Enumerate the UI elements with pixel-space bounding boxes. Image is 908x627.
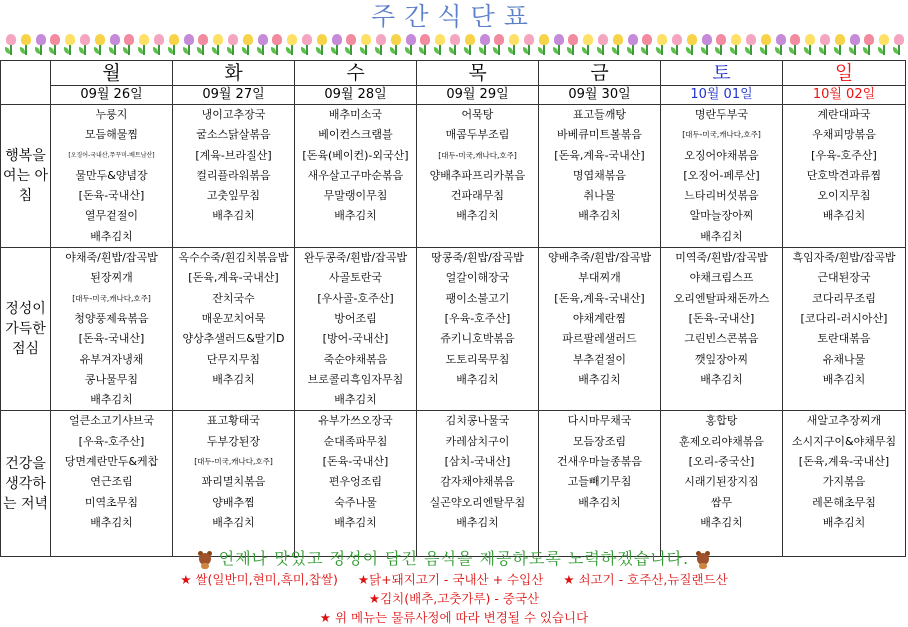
weekday-sat: 토 (661, 61, 783, 86)
tulip-icon (744, 32, 758, 56)
menu-item: 야채죽/흰밥/잡곡밥 (65, 251, 158, 265)
menu-item: 유채나물 (822, 352, 866, 366)
tulip-icon (714, 32, 728, 56)
menu-cell (783, 105, 906, 248)
menu-item: 쌈무 (710, 495, 733, 509)
menu-item: 가지볶음 (822, 475, 866, 489)
tulip-icon (892, 32, 906, 56)
menu-item: 배추김치 (212, 372, 255, 386)
menu-item: [돈육-국내산] (322, 455, 389, 469)
origin-line-1 (0, 570, 908, 589)
menu-cell (51, 248, 173, 411)
tulip-icon (63, 32, 77, 56)
menu-item: [돈육(베이컨)-외국산] (302, 148, 409, 162)
menu-item: 느타리버섯볶음 (684, 189, 759, 203)
menu-cell (661, 411, 783, 557)
menu-item: 배추김치 (822, 209, 866, 223)
menu-item: 레몬해초무침 (812, 495, 876, 509)
menu-item: 편우엉조림 (328, 475, 383, 489)
tulip-icon (78, 32, 92, 56)
menu-item: 베이컨스크램블 (318, 128, 393, 142)
menu-item: 모듬해물찜 (84, 128, 139, 142)
tulip-icon (122, 32, 136, 56)
tulip-icon (788, 32, 802, 56)
menu-item: 땅콩죽/흰밥/잡곡밥 (431, 251, 524, 265)
tulip-icon (818, 32, 832, 56)
menu-item: 근대된장국 (817, 271, 871, 285)
weekly-menu-table (0, 60, 906, 557)
menu-item: 고춧잎무침 (206, 189, 261, 203)
menu-item: 바베큐미트볼볶음 (556, 128, 642, 142)
tulip-icon (315, 32, 329, 56)
menu-item: 배추김치 (334, 515, 377, 529)
weekday-header-row (1, 61, 906, 86)
menu-item: 컬리플라워볶음 (196, 168, 271, 182)
footer (0, 548, 908, 627)
menu-cell (173, 105, 295, 248)
menu-item: 냉이고추장국 (201, 108, 266, 121)
tulip-icon (93, 32, 107, 56)
menu-cell (417, 105, 539, 248)
menu-item: 오징어야채볶음 (684, 148, 759, 162)
menu-item: 실곤약오리엔탈무침 (429, 495, 526, 509)
tulip-icon (404, 32, 418, 56)
teddy-bear-icon (197, 551, 213, 569)
origin-line-2: ★김치(배추,고춧가루) - 중국산 (368, 591, 540, 606)
menu-item: 유부가쓰오장국 (318, 414, 393, 428)
tulip-icon (596, 32, 610, 56)
menu-cell (295, 105, 417, 248)
menu-cell (173, 411, 295, 557)
tulip-icon (478, 32, 492, 56)
menu-item: 소시지구이&야채무침 (791, 434, 897, 448)
menu-item: 깻잎장아찌 (694, 352, 749, 366)
tulip-icon (182, 32, 196, 56)
slogan-line (0, 548, 908, 570)
menu-item: 숙주나물 (334, 495, 377, 509)
menu-item: 알마늘장아찌 (689, 209, 754, 223)
menu-item: 잔치국수 (212, 291, 255, 305)
tulip-icon (581, 32, 595, 56)
menu-item: 고들빼기무침 (567, 475, 632, 489)
meal-row (1, 105, 906, 248)
menu-cell (417, 248, 539, 411)
tulip-icon (389, 32, 403, 56)
menu-item: 부대찌개 (578, 271, 621, 285)
menu-item: 표고황태국 (206, 414, 261, 428)
menu-item: [오징어-페루산] (683, 168, 760, 182)
date-mon: 09월 26일 (51, 86, 173, 105)
menu-item: 배추김치 (700, 515, 743, 529)
menu-item: 유부겨자냉채 (79, 352, 144, 366)
tulip-icon (774, 32, 788, 56)
menu-item: 물만두&양념장 (75, 168, 148, 182)
menu-item: 두부강된장 (206, 434, 261, 448)
menu-item: 사골토란국 (328, 271, 383, 285)
menu-item: 배추김치 (578, 372, 621, 386)
date-sun: 10월 02일 (783, 86, 906, 105)
tulip-icon (448, 32, 462, 56)
tulip-icon (626, 32, 640, 56)
menu-item: 누룽지 (95, 108, 128, 121)
origin-beef: ★ 쇠고기 - 호주산,뉴질랜드산 (563, 572, 728, 587)
menu-item: 홍합탕 (705, 414, 738, 428)
menu-item: 새우살고구마순볶음 (307, 168, 404, 182)
tulip-icon (167, 32, 181, 56)
menu-item: 배추김치 (822, 515, 866, 529)
menu-item: [우사골-호주산] (317, 291, 394, 305)
tulip-icon (862, 32, 876, 56)
menu-item: [대두-미국,캐나다,호주] (72, 293, 151, 303)
menu-item: 배추김치 (334, 393, 377, 407)
menu-item: 양배추죽/흰밥/잡곡밥 (547, 251, 652, 265)
tulip-icon (566, 32, 580, 56)
weekday-wed: 수 (295, 61, 417, 86)
tulip-icon (552, 32, 566, 56)
tulip-icon (877, 32, 891, 56)
tulip-icon (256, 32, 270, 56)
menu-item: [돈육,계육-국내산] (554, 148, 645, 162)
menu-item: 청양풍제육볶음 (74, 311, 149, 325)
menu-item: 얼갈이해장국 (445, 271, 510, 285)
menu-item: 죽순야채볶음 (323, 352, 388, 366)
date-wed: 09월 28일 (295, 86, 417, 105)
date-thu: 09월 29일 (417, 86, 539, 105)
tulip-icon (522, 32, 536, 56)
tulip-icon (640, 32, 654, 56)
menu-item: 배추미소국 (328, 108, 383, 121)
weekday-tue: 화 (173, 61, 295, 86)
menu-item: 배추김치 (90, 229, 133, 243)
header-corner (1, 61, 51, 105)
menu-item: [대두-미국,캐나다,호주] (682, 130, 761, 140)
menu-item: 배추김치 (334, 209, 377, 223)
tulip-icon (848, 32, 862, 56)
date-tue: 09월 27일 (173, 86, 295, 105)
menu-item: [삼치-국내산] (444, 455, 511, 469)
menu-item: 토란대볶음 (817, 332, 871, 346)
menu-item: 순대족파무침 (323, 434, 388, 448)
menu-item: [우육-호주산] (444, 311, 511, 325)
menu-cell (295, 411, 417, 557)
menu-item: 감자채야채볶음 (440, 475, 515, 489)
tulip-icon (833, 32, 847, 56)
menu-item: 건파래무침 (450, 189, 505, 203)
tulip-icon (685, 32, 699, 56)
menu-item: 방어조림 (334, 311, 377, 325)
tulip-icon (418, 32, 432, 56)
menu-item: 시래기된장지짐 (684, 475, 759, 489)
menu-cell (173, 248, 295, 411)
weekday-thu: 목 (417, 61, 539, 86)
menu-item: 야채크림스프 (689, 271, 754, 285)
meal-row (1, 248, 906, 411)
menu-item: 배추김치 (456, 209, 499, 223)
menu-cell (417, 411, 539, 557)
menu-item: 김치콩나물국 (445, 414, 510, 428)
menu-cell (661, 105, 783, 248)
menu-item: [돈육,계육-국내산] (554, 291, 645, 305)
menu-item: 당면계란만두&케찹 (64, 455, 159, 469)
menu-cell (51, 105, 173, 248)
menu-item: 얼큰소고기샤브국 (68, 414, 154, 428)
menu-item: 배추김치 (578, 495, 621, 509)
slogan-text: 언제나 맛있고 정성이 담긴 음식을 제공하도록 노력하겠습니다. (218, 549, 690, 568)
tulip-icon (270, 32, 284, 56)
menu-item: 배추김치 (212, 515, 255, 529)
tulip-icon (700, 32, 714, 56)
menu-item: 배추김치 (212, 209, 255, 223)
menu-item: [우육-호주산] (811, 148, 877, 162)
menu-item: 우채피망볶음 (812, 128, 876, 142)
weekday-sun: 일 (783, 61, 906, 86)
menu-item: 배추김치 (90, 515, 133, 529)
menu-item: 명엽채볶음 (572, 168, 627, 182)
menu-item: 된장찌개 (90, 271, 133, 285)
menu-cell (783, 248, 906, 411)
menu-cell (539, 248, 661, 411)
menu-item: 매콤두부조림 (445, 128, 510, 142)
menu-item: 배추김치 (456, 372, 499, 386)
tulip-icon (241, 32, 255, 56)
menu-item: 팽이소불고기 (445, 291, 510, 305)
menu-item: 꽈리멸치볶음 (201, 475, 266, 489)
meal-label: 정성이 가득한 점심 (1, 248, 51, 411)
menu-item: 단호박견과류찜 (806, 168, 882, 182)
menu-item: 배추김치 (456, 515, 499, 529)
menu-item: 흑임자죽/흰밥/잡곡밥 (792, 251, 896, 265)
meal-label: 건강을 생각하는 저녁 (1, 411, 51, 557)
menu-item: 양상추샐러드&딸기D (182, 332, 285, 346)
change-notice: ★ 위 메뉴는 물류사정에 따라 변경될 수 있습니다 (319, 610, 589, 625)
tulip-icon (729, 32, 743, 56)
menu-cell (295, 248, 417, 411)
tulip-icon (108, 32, 122, 56)
tulip-icon (196, 32, 210, 56)
menu-item: [돈육-국내산] (78, 189, 145, 203)
menu-item: 단무지무침 (206, 352, 261, 366)
menu-item: 오리엔탈파채돈까스 (673, 291, 770, 305)
weekday-mon: 월 (51, 61, 173, 86)
date-header-row (1, 86, 906, 105)
menu-item: [돈육-국내산] (78, 332, 145, 346)
menu-item: 오이지무침 (817, 189, 871, 203)
menu-item: [돈육,계육-국내산] (798, 455, 890, 469)
tulip-icon (48, 32, 62, 56)
tulip-icon (537, 32, 551, 56)
menu-item: 도토리묵무침 (445, 352, 510, 366)
menu-item: 옥수수죽/흰김치볶음밥 (178, 251, 289, 265)
menu-item: [방어-국내산] (322, 332, 389, 346)
tulip-icon (803, 32, 817, 56)
tulip-icon (759, 32, 773, 56)
menu-item: 취나물 (583, 189, 616, 203)
menu-cell (51, 411, 173, 557)
origin-rice: ★ 쌀(일반미,현미,흑미,찹쌀) (180, 572, 338, 587)
menu-item: 모듬장조림 (572, 434, 627, 448)
menu-item: 양배추파프리카볶음 (429, 168, 526, 182)
tulip-icon (507, 32, 521, 56)
tulip-icon (226, 32, 240, 56)
tulip-icon (211, 32, 225, 56)
menu-item: 완두콩죽/흰밥/잡곡밥 (303, 251, 408, 265)
menu-item: [오징어-국내산,쭈꾸미-베트남산] (68, 151, 155, 159)
menu-item: 다시마무채국 (567, 414, 632, 428)
date-sat: 10월 01일 (661, 86, 783, 105)
menu-item: 그린빈스콘볶음 (684, 332, 759, 346)
menu-item: 어묵탕 (461, 108, 494, 121)
origin-pork-chicken: ★닭+돼지고기 - 국내산 + 수입산 (357, 572, 544, 587)
menu-item: 부추겉절이 (572, 352, 627, 366)
menu-item: 매운꼬치어묵 (201, 311, 266, 325)
menu-item: 콩나물무침 (84, 372, 139, 386)
menu-item: 코다리무조림 (812, 291, 876, 305)
menu-item: 무말랭이무침 (323, 189, 388, 203)
menu-item: 카레삼치구이 (445, 434, 510, 448)
tulip-icon (34, 32, 48, 56)
tulip-icon (137, 32, 151, 56)
teddy-bear-icon (695, 551, 711, 569)
tulip-icon (492, 32, 506, 56)
tulip-icon (655, 32, 669, 56)
menu-item: 열무겉절이 (84, 209, 139, 223)
menu-item: 양배추찜 (212, 495, 255, 509)
menu-cell (783, 411, 906, 557)
menu-item: [코다리-러시아산] (800, 311, 888, 325)
tulip-icon (374, 32, 388, 56)
date-fri: 09월 30일 (539, 86, 661, 105)
menu-item: 미역죽/흰밥/잡곡밥 (675, 251, 768, 265)
menu-item: 새알고추장찌개 (806, 414, 882, 428)
menu-item: 파르팔레샐러드 (562, 332, 637, 346)
menu-item: 배추김치 (578, 209, 621, 223)
weekday-fri: 금 (539, 61, 661, 86)
menu-item: [계육-브라질산] (195, 148, 272, 162)
tulip-icon (463, 32, 477, 56)
menu-item: 배추김치 (700, 372, 743, 386)
menu-item: [오리-중국산] (688, 455, 755, 469)
menu-item: 야채계란찜 (572, 311, 627, 325)
menu-item: 미역초무침 (84, 495, 139, 509)
tulip-icon (285, 32, 299, 56)
menu-item: 굴소스닭살볶음 (196, 128, 271, 142)
page-title: 주간식단표 (371, 2, 537, 31)
tulip-icon (4, 32, 18, 56)
menu-item: 명란두부국 (694, 108, 749, 121)
menu-item: 브로콜리흑임자무침 (307, 372, 404, 386)
menu-item: [돈육-국내산] (688, 311, 755, 325)
menu-cell (539, 411, 661, 557)
tulip-icon (344, 32, 358, 56)
menu-item: 표고들깨탕 (572, 108, 627, 121)
tulip-icon (152, 32, 166, 56)
menu-item: 쥬키니호박볶음 (440, 332, 515, 346)
menu-item: 배추김치 (822, 372, 866, 386)
tulip-icon (670, 32, 684, 56)
menu-item: 건새우마늘종볶음 (556, 455, 642, 469)
tulip-icon (300, 32, 314, 56)
meal-rows (1, 105, 906, 557)
menu-cell (539, 105, 661, 248)
menu-item: [대두-미국,캐나다,호주] (438, 150, 517, 160)
menu-item: [대두-미국,캐나다,호주] (194, 457, 273, 467)
menu-item: 연근조림 (90, 475, 133, 489)
menu-item: 배추김치 (700, 229, 743, 243)
menu-item: 훈제오리야채볶음 (678, 434, 764, 448)
tulip-icon (330, 32, 344, 56)
menu-item: [돈육,계육-국내산] (188, 271, 279, 285)
menu-item: 배추김치 (90, 393, 133, 407)
tulip-icon (19, 32, 33, 56)
tulip-decoration-border (0, 32, 908, 58)
menu-item: [우육-호주산] (78, 434, 145, 448)
menu-item: 계란대파국 (817, 108, 871, 121)
tulip-icon (611, 32, 625, 56)
tulip-icon (433, 32, 447, 56)
menu-cell (661, 248, 783, 411)
tulip-icon (359, 32, 373, 56)
meal-row (1, 411, 906, 557)
meal-label: 행복을 여는 아침 (1, 105, 51, 248)
